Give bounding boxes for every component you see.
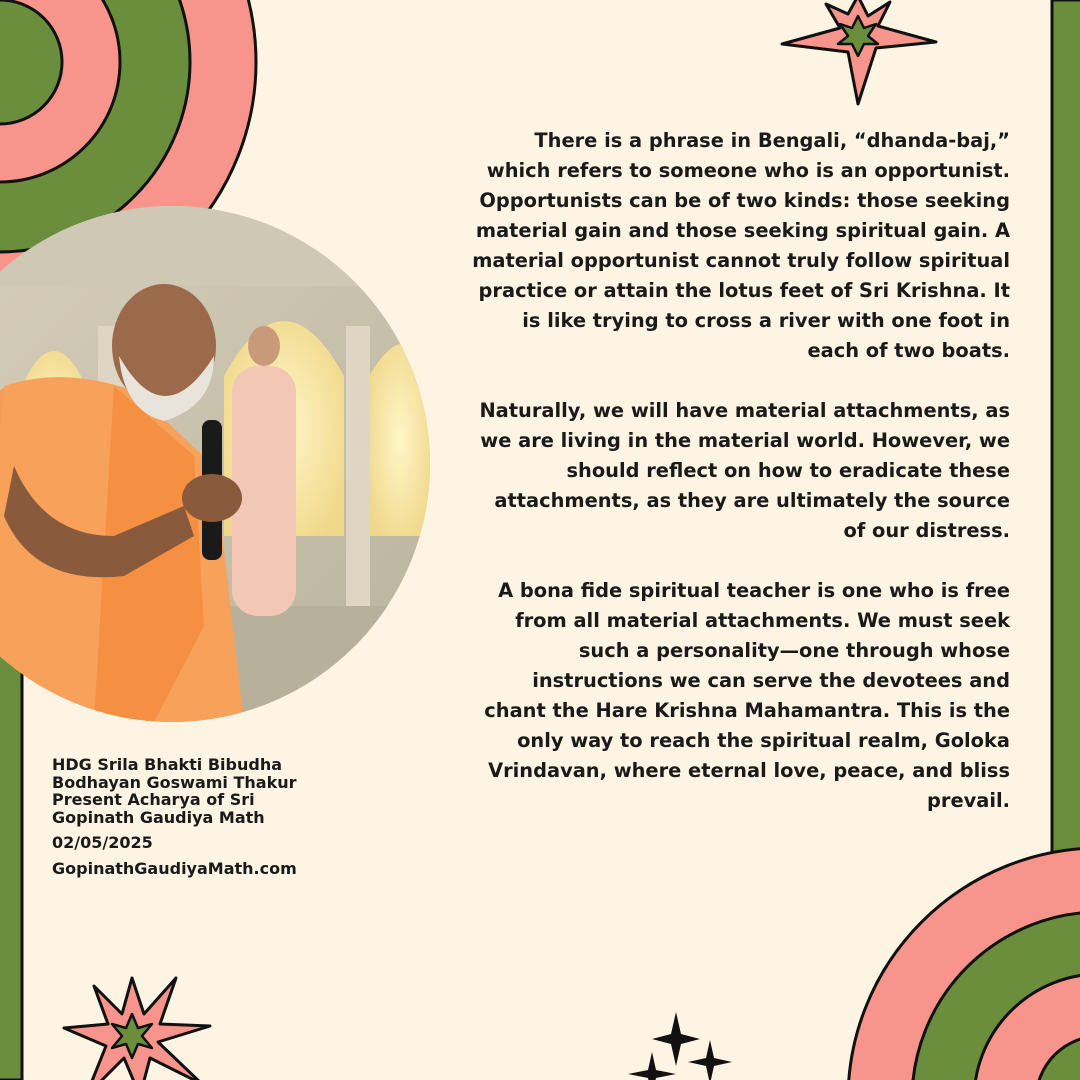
attribution-date: 02/05/2025 bbox=[52, 833, 153, 852]
starburst-icon bbox=[64, 978, 210, 1080]
attribution-line: Gopinath Gaudiya Math bbox=[52, 807, 265, 827]
attribution bbox=[52, 756, 382, 877]
attribution-line: Bodhayan Goswami Thakur bbox=[52, 772, 297, 792]
starburst-icon bbox=[782, 0, 936, 104]
quote-paragraph: There is a phrase in Bengali, “dhanda-baj,” which refers to someone who is an opportunist. Opportunists can be of two kinds: those seeking material gain and those seeking spiritual gain. A material opportunist cannot truly follow spiritual practice or attain the lotus feet of Sri Krishna. It is like trying to cross a river with one foot in each of two boats. bbox=[472, 129, 1010, 362]
quote-text bbox=[470, 126, 1010, 846]
quote-paragraph: A bona fide spiritual teacher is one who is free from all material attachments. We must seek such a personality—one through whose instructions we can serve the devotees and chant the Hare Krishna Mahamantra. This is the only way to reach the spiritual realm, Goloka Vrindavan, where eternal love, peace, and bliss prevail. bbox=[484, 579, 1010, 812]
attribution-line: Present Acharya of Sri bbox=[52, 790, 255, 809]
attribution-line: HDG Srila Bhakti Bibudha bbox=[52, 755, 283, 774]
quote-paragraph: Naturally, we will have material attachments, as we are living in the material world. However, we should reflect on how to eradicate these attachments, as they are ultimately the source of our distress. bbox=[479, 399, 1010, 542]
bottom-right-arcs bbox=[848, 848, 1080, 1080]
sparkle-icon bbox=[628, 1012, 732, 1080]
website-link[interactable]: GopinathGaudiyaMath.com bbox=[52, 858, 297, 878]
